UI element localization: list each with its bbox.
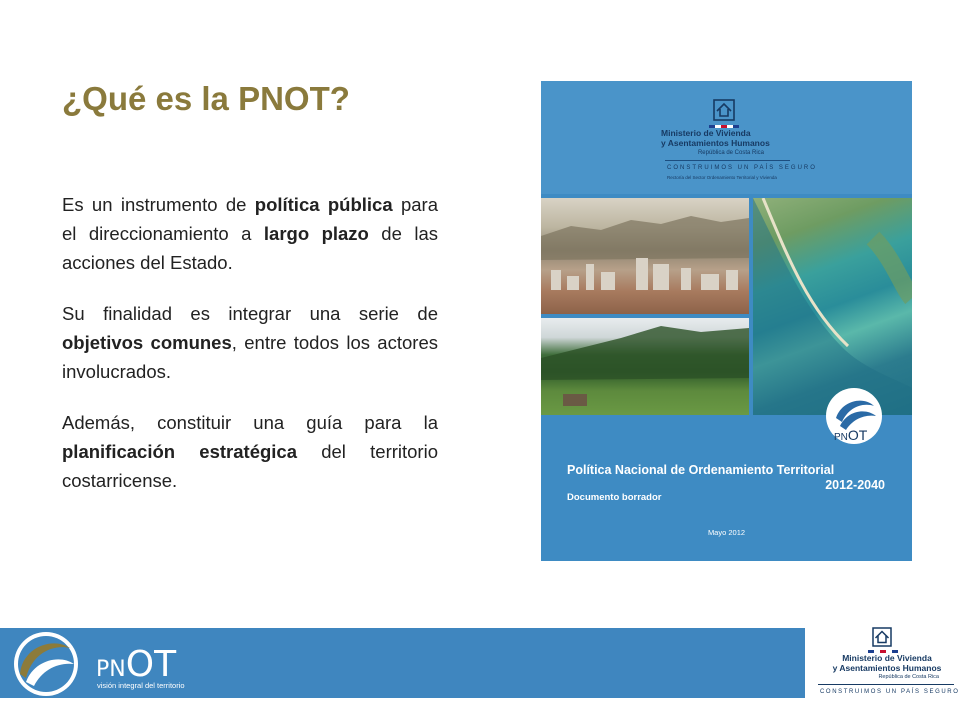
forest-photo [541, 318, 749, 415]
divider [818, 684, 954, 685]
bold-run: política pública [254, 194, 393, 215]
footer-brand [96, 644, 176, 685]
bold-run: planificación estratégica [62, 441, 297, 462]
ministry-line: Ministerio de Vivienda [661, 128, 751, 138]
badge-label: PNOT [834, 427, 868, 443]
text-run: de las acciones del Estado. [62, 223, 438, 273]
cover-header [541, 81, 912, 194]
cover-date: Mayo 2012 [707, 528, 746, 537]
text-run: para el direccionamiento a [62, 194, 438, 244]
house-icon [713, 99, 735, 121]
ministry-line: y Asentamientos Humanos [832, 662, 942, 673]
ministry-slogan: CONSTRUIMOS UN PAÍS SEGURO [820, 689, 960, 695]
pnot-logo [824, 386, 884, 446]
text-run: del territorio costarricense. [62, 441, 438, 491]
paragraph-1 [62, 190, 438, 277]
divider [665, 160, 790, 161]
cover-years: 2012-2040 [825, 478, 885, 492]
city-photo [541, 198, 749, 314]
house-icon [872, 627, 892, 647]
document-cover-image [541, 81, 912, 561]
footer-tagline: visión integral del territorio [97, 681, 185, 690]
cover-ministry-name [661, 128, 801, 158]
ministry-name [827, 654, 947, 683]
cover-draft-label: Documento borrador [567, 492, 662, 503]
text-run: Su finalidad es integrar una serie de [62, 303, 438, 324]
ministry-logo [812, 624, 960, 704]
bold-run: objetivos comunes [62, 332, 232, 353]
text-run: , entre todos los actores involucrados. [62, 332, 438, 382]
cover-title: Política Nacional de Ordenamiento Territorial [567, 463, 835, 477]
cover-rectoria: Rectoría del Sector Ordenamiento Territorial y Vivienda [667, 175, 777, 180]
bold-run: largo plazo [263, 223, 369, 244]
body-text [62, 190, 438, 517]
text-run: Además, constituir una guía para la [62, 412, 438, 433]
paragraph-2 [62, 299, 438, 386]
coast-aerial-photo [753, 198, 912, 415]
ministry-line: Ministerio de Vivienda [842, 653, 932, 663]
brand-ot: OT [125, 644, 177, 685]
ministry-country: República de Costa Rica [878, 674, 939, 680]
cover-slogan: CONSTRUIMOS UN PAÍS SEGURO [667, 165, 817, 171]
slide-title: ¿Qué es la PNOT? [62, 80, 350, 117]
ministry-country: República de Costa Rica [697, 150, 765, 156]
brand-pn: PN [96, 657, 126, 682]
paragraph-3 [62, 408, 438, 495]
pnot-logo [12, 630, 80, 698]
ministry-line: y Asentamientos Humanos [661, 138, 770, 148]
text-run: Es un instrumento de [62, 194, 255, 215]
